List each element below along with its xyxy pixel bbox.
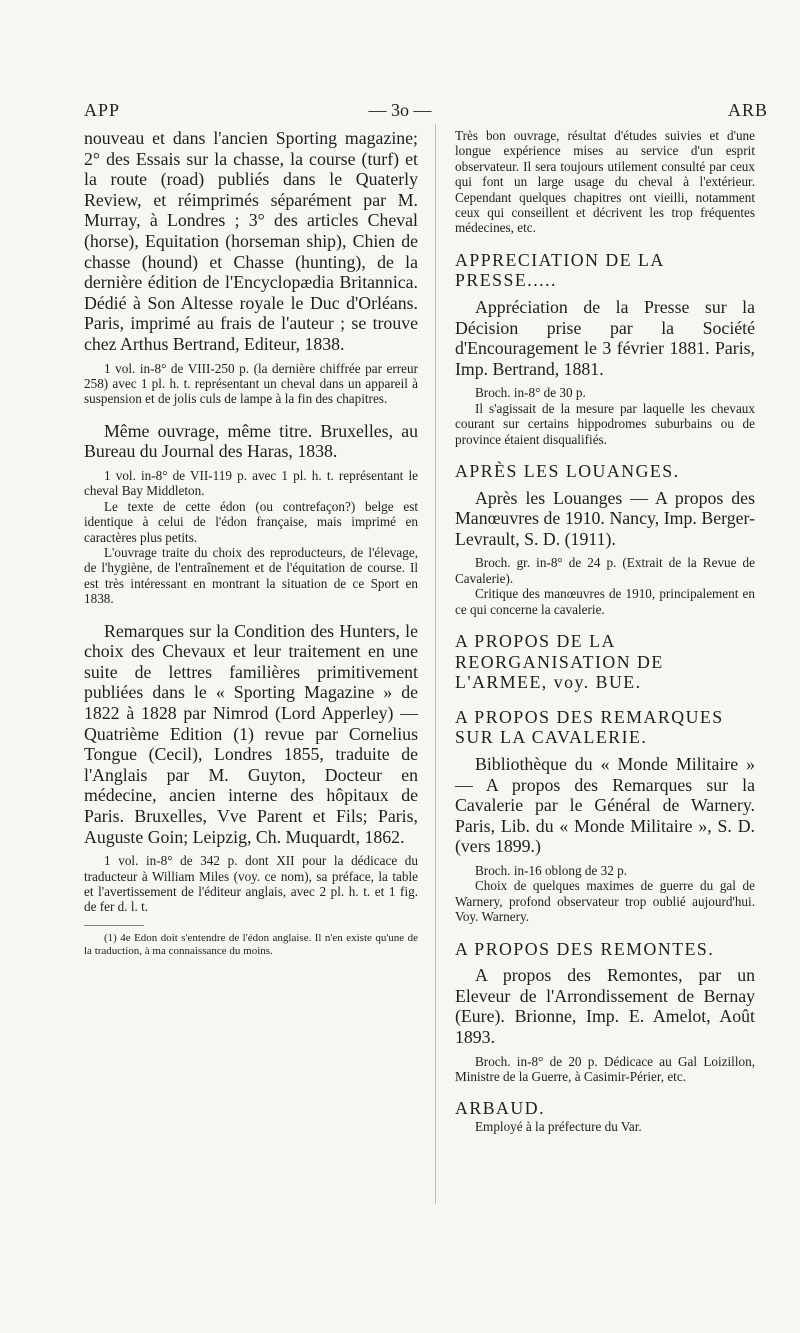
entry-title: ARBAUD.	[455, 1098, 546, 1119]
entry-note: 1 vol. in-8° de VIII-250 p. (la dernière chiffrée par erreur 258) avec 1 pl. h. t. représentant un cheval dans un appareil à suspension et de jolis culs de lampe à la fin des chapitres.	[84, 360, 418, 407]
entry-title: APPRECIATION DE LA PRESSE.....	[455, 249, 664, 291]
entry-text: nouveau et dans l'ancien Sporting magazine; 2° des Essais sur la chasse, la course (turf) et la route (road) publiés dans le Quaterly Review, et réimprimés séparément par M. Murray, à Londres ; 3° des articles Cheval (horse), Equitation (horseman ship), Chien de chasse (hound) et Chasse (hunting), de la dernière édition de l'Encyclopædia Britannica. Dédié à Son Altesse royale le Duc d'Orléans. Paris, imprimé au frais de l'auteur ; se trouve chez Arthus Bertrand, Editeur, 1838.	[84, 128, 418, 354]
left-column	[84, 128, 418, 958]
entry-text: Même ouvrage, même titre. Bruxelles, au Bureau du Journal des Haras, 1838.	[84, 420, 418, 462]
entry-note: Très bon ouvrage, résultat d'études suivies et d'une longue expérience mises au service d'un esprit observateur. Il sera toujours utilement consulté par ceux qui font un large usage du cheval à l'extérieur. Cependant quelques chapitres ont vieilli, notamment ceux qui conseillent et décrivent les trop fréquentes médecines, etc.	[455, 128, 755, 236]
entry-note: Il s'agissait de la mesure par laquelle les chevaux courant sur certains hippodromes suburbains ou de province étaient disqualifiés.	[455, 400, 755, 447]
entry-title: A PROPOS DE LA REORGANISATION DE L'ARMEE, voy. BUE.	[455, 631, 664, 693]
entry-note: Le texte de cette édon (ou contrefaçon?) belge est identique à celui de l'édon française, mais imprimé en caractères plus petits.	[84, 498, 418, 545]
entry-note: Employé à la préfecture du Var.	[475, 1118, 642, 1134]
entry-text: Après les Louanges — A propos des Manœuvres de 1910. Nancy, Imp. Berger-Levrault, S. D. (1911).	[455, 487, 755, 549]
entry-text: Remarques sur la Condition des Hunters, le choix des Chevaux et leur traitement en une suite de lettres familières primitivement publiées dans le « Sporting Magazine » de 1822 à 1828 par Nimrod (Lord Apperley) — Quatrième Edition (1) revue par Cornelius Tongue (Cecil), Londres 1855, traduite de l'Anglais par M. Guyton, Docteur en médecine, ancien interne des hôpitaux de Paris. Bruxelles, Vve Parent et Fils; Paris, Auguste Goin; Leipzig, Ch. Muquardt, 1862.	[84, 620, 418, 847]
entry-note: Broch. in-8° de 30 p.	[475, 385, 586, 401]
right-column	[455, 128, 755, 1134]
footnote: (1) 4e Edon doit s'entendre de l'édon anglaise. Il n'en existe qu'une de la traduction, à ma connaissance du moins.	[84, 931, 418, 957]
entry-note: Broch. in-16 oblong de 32 p.	[475, 862, 628, 878]
entry-text: Bibliothèque du « Monde Militaire » — A propos des Remarques sur la Cavalerie par le Général de Warnery. Paris, Lib. du « Monde Militaire », S. D. (vers 1899.)	[455, 754, 755, 857]
column-divider	[435, 124, 436, 1204]
entry-text: Appréciation de la Presse sur la Décision prise par la Société d'Encouragement le 3 février 1881. Paris, Imp. Bertrand, 1881.	[455, 297, 755, 379]
entry-note: 1 vol. in-8° de 342 p. dont XII pour la dédicace du traducteur à William Miles (voy. ce nom), sa préface, la table et l'avertissement de l'éditeur anglais, avec 2 pl. h. t. et 1 fig. de fer d. l. t.	[84, 853, 418, 915]
header-left: APP	[84, 100, 121, 120]
entry-note: Broch. gr. in-8° de 24 p. (Extrait de la Revue de Cavalerie).	[455, 555, 755, 586]
entry-title: APRÈS LES LOUANGES.	[455, 461, 680, 482]
entry-title: A PROPOS DES REMONTES.	[455, 938, 715, 959]
entry-note: 1 vol. in-8° de VII-119 p. avec 1 pl. h. t. représentant le cheval Bay Middleton.	[84, 467, 418, 499]
entry-title: A PROPOS DES REMARQUES SUR LA CAVALERIE.	[455, 706, 724, 748]
entry-note: Broch. in-8° de 20 p. Dédicace au Gal Loizillon, Ministre de la Guerre, à Casimir-Périer, etc.	[455, 1053, 755, 1084]
entry-text: A propos des Remontes, par un Eleveur de l'Arrondissement de Bernay (Eure). Brionne, Imp. E. Amelot, Août 1893.	[455, 965, 755, 1047]
entry-note: L'ouvrage traite du choix des reproducteurs, de l'élevage, de l'hygiène, de l'entraînement et de l'équitation de course. Il est très intéressant en montrant la situation de ce Sport en 1838.	[84, 544, 418, 607]
running-header	[0, 100, 800, 126]
page-number: — 3o —	[368, 100, 432, 120]
header-right: ARB	[727, 100, 768, 120]
footnote-rule	[84, 925, 144, 926]
entry-note: Choix de quelques maximes de guerre du gal de Warnery, profond observateur trop oublié aujourd'hui. Voy. Warnery.	[455, 878, 755, 925]
entry-note: Critique des manœuvres de 1910, principalement en ce qui concerne la cavalerie.	[455, 586, 755, 617]
